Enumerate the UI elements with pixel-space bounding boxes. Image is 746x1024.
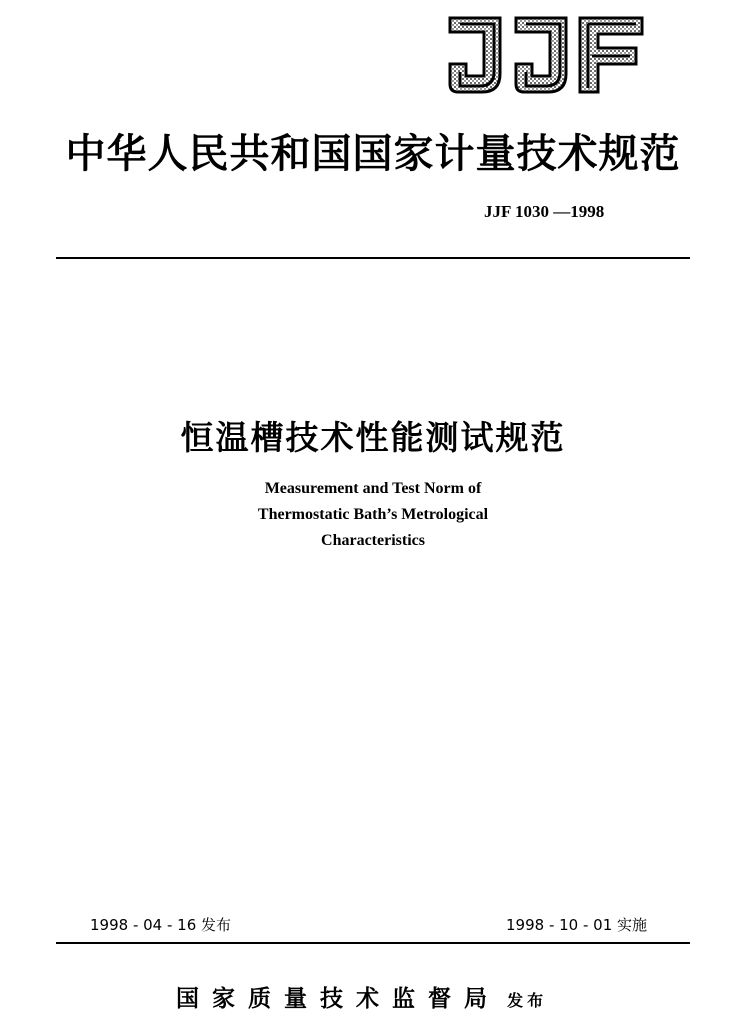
publisher-name: 国家质量技术监督局 [176, 985, 500, 1012]
footer-divider [56, 942, 690, 944]
series-title: 中华人民共和国国家计量技术规范 [65, 130, 681, 177]
english-title-line: Characteristics [321, 532, 425, 549]
logo-letter-j2 [516, 18, 566, 92]
publisher [176, 980, 547, 1013]
logo-letter-j1 [450, 18, 500, 92]
logo-letter-f [580, 18, 642, 92]
header-divider [56, 257, 690, 259]
jjf-logo [446, 14, 646, 96]
implementation-date: 1998 - 10 - 01 实施 [506, 916, 648, 934]
document-title-english [0, 476, 746, 554]
document-title-chinese: 恒温槽技术性能测试规范 [180, 418, 566, 457]
publisher-suffix: 发布 [507, 991, 548, 1010]
english-title-line: Measurement and Test Norm of [264, 480, 482, 497]
standard-number: JJF 1030 —1998 [484, 202, 605, 221]
issue-date: 1998 - 04 - 16 发布 [90, 916, 232, 934]
english-title-line: Thermostatic Bath’s Metrological [257, 506, 489, 523]
